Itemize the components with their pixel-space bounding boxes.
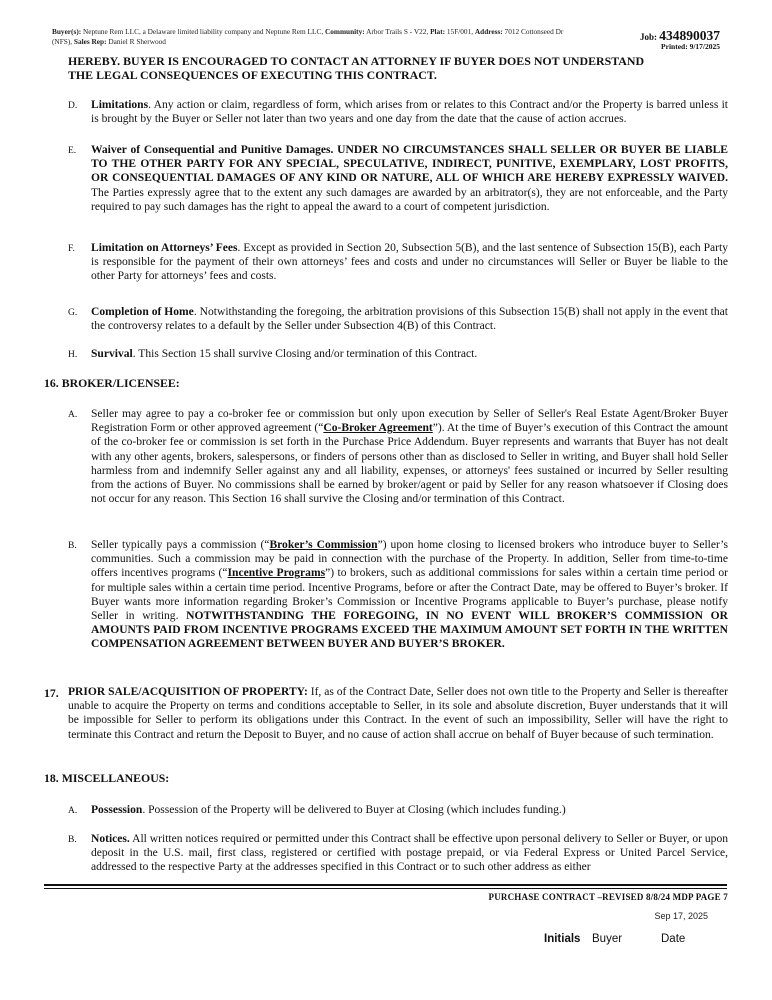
clause-title: Possession xyxy=(91,804,143,816)
job-info xyxy=(640,28,720,51)
clause-bold-text: . UNDER NO CIRCUMSTANCES SHALL SELLER OR BUYER BE LIABLE TO THE OTHER PARTY FOR ANY SPECIAL, SPECULATIVE, INDIRECT, PUNITIVE, EXEMPLARY, LOST PROFITS, OR CONSEQUENTIAL DAMAGES OF ANY KIND OR NATURE, ALL OF WHICH ARE HEREBY EXPRESSLY WAIVED. xyxy=(91,144,728,185)
clause-text: ”) upon home closing to licensed brokers who introduce buyer to Seller’s communities. Such a commission may be paid in connection with the purchase of the Property. In addition, Seller from time-to-time offers incentives programs (“ xyxy=(91,539,728,580)
clause-text: All written notices required or permitted under this Contract shall be effective upon personal delivery to Seller or Buyer, or upon deposit in the U.S. mail, first class, registered or certified with postage prepaid, or via Federal Express or United Parcel Service, addressed to the respective Party at the addresses specified in this Contract or to such other address as either xyxy=(91,833,728,874)
item-letter-h: H. xyxy=(68,350,78,360)
plat-value: 15F/001, xyxy=(446,27,474,36)
clause-waiver-damages xyxy=(91,143,728,214)
clause-title: Limitations xyxy=(91,99,149,111)
defined-term-broker-commission: Broker’s Commission xyxy=(269,539,378,551)
job-label: Job: xyxy=(639,32,657,42)
item-letter-e: E. xyxy=(68,146,77,156)
footer-rule-thick xyxy=(44,884,727,886)
buyer-value: Neptune Rem LLC, a Delaware limited liability company and Neptune Rem LLC, xyxy=(83,27,324,36)
clause-text: ”). At the time of Buyer’s execution of this Contract the amount of the co-broker fee or commission is set forth in the Purchase Price Addendum. Buyer represents and warrants that Buyer has not dealt with any other agents, brokers, salespersons, or finders of persons other than as disclosed to Seller in writing, and Buyer shall hold Seller harmless from and indemnify Seller against any and all liability, expenses, or attorneys' fees sustained or incurred by Seller resulting from the actions of Buyer. No commissions shall be earned by broker/agent or paid by Seller for any reason whatsoever if Closing does not occur for any reason. This Section 16 shall survive the Closing and/or termination of this Contract. xyxy=(91,422,728,506)
clause-text: If, as of the Contract Date, Seller does not own title to the Property and Seller is thereafter unable to acquire the Property on terms and conditions acceptable to Seller, in its sole and absolute discretion, Buyer understands that it will be impossible for Seller to perform its obligations under this Contract. In the event of such an impossibility, Seller will have the right to terminate this Contract and return the Deposit to Buyer, and no cause of action shall accrue on behalf of Buyer because of such termination. xyxy=(68,686,728,741)
intro-line-1: HEREBY. BUYER IS ENCOURAGED TO CONTACT AN ATTORNEY IF BUYER DOES NOT UNDERSTAND xyxy=(68,54,645,68)
section-17-heading: PRIOR SALE/ACQUISITION OF PROPERTY: xyxy=(68,686,308,698)
clause-title: Limitation on Attorneys’ Fees xyxy=(91,242,238,254)
nfs-label: (NFS), xyxy=(52,37,73,46)
section-16-heading: 16. BROKER/LICENSEE: xyxy=(44,376,180,390)
clause-title: Survival xyxy=(91,348,133,360)
defined-term-incentive-programs: Incentive Programs xyxy=(227,567,326,580)
clause-text: . Any action or claim, regardless of form, which arises from or relates to this Contract and/or the Property is barred unless it is brought by the Buyer or Seller not later than two years and one day from the date that the cause of action accrues. xyxy=(91,99,728,126)
clause-title: Waiver of Consequential and Punitive Damages xyxy=(91,144,331,156)
sales-rep-label: Sales Rep: xyxy=(73,37,107,46)
clause-completion-of-home xyxy=(91,305,728,333)
section-18-heading: 18. MISCELLANEOUS: xyxy=(44,771,170,785)
clause-notices xyxy=(91,832,728,875)
clause-bold-text: NOTWITHSTANDING THE FOREGOING, IN NO EVENT WILL BROKER’S COMMISSION OR AMOUNTS PAID FROM INCENTIVE PROGRAMS EXCEED THE MAXIMUM AMOUNT SET FORTH IN THE WRITTEN COMPENSATION AGREEMENT BETWEEN BUYER AND BUYER’S BROKER. xyxy=(91,610,728,651)
header-info xyxy=(52,27,642,47)
job-number: 434890037 xyxy=(659,28,720,43)
clause-text: . This Section 15 shall survive Closing and/or termination of this Contract. xyxy=(132,348,478,360)
clause-survival xyxy=(91,347,728,361)
intro-paragraph xyxy=(68,54,728,82)
item-letter-d: D. xyxy=(68,101,78,111)
item-letter-16b: B. xyxy=(68,541,77,551)
defined-term-co-broker: Co-Broker Agreement xyxy=(323,422,433,435)
clause-title: Notices. xyxy=(91,833,130,845)
clause-text: ”) to brokers, such as additional commissions for sales within a certain time period or for multiple sales within a certain time period. Incentive Programs, before or after the Contract Date, may be offered to Buyer’s broker. If Buyer wants more information regarding Broker’s Commission or Incentive Programs applicable to Buyer’s purchase, please notify Seller in writing. xyxy=(91,567,728,623)
clause-text: Seller may agree to pay a co-broker fee or commission but only upon execution by Seller of Seller's Real Estate Agent/Broker Buyer Registration Form or other approved agreement (“ xyxy=(91,408,728,435)
initials-label: Initials xyxy=(544,933,581,945)
item-letter-18b: B. xyxy=(68,835,77,845)
item-letter-g: G. xyxy=(68,308,78,318)
footer-version: PURCHASE CONTRACT –REVISED 8/8/24 MDP PAGE 7 xyxy=(488,892,728,902)
footer-date: Sep 17, 2025 xyxy=(654,911,708,921)
clause-limitations xyxy=(91,98,728,126)
clause-text: Seller typically pays a commission (“ xyxy=(91,539,270,551)
item-letter-16a: A. xyxy=(68,410,78,420)
intro-line-2: THE LEGAL CONSEQUENCES OF EXECUTING THIS CONTRACT. xyxy=(68,68,437,83)
address-value: 7012 Cottonseed Dr xyxy=(504,27,564,36)
clause-possession xyxy=(91,803,728,817)
clause-prior-sale xyxy=(68,685,728,742)
address-label: Address: xyxy=(474,27,503,36)
clause-attorney-fees xyxy=(91,241,728,284)
community-value: Arbor Trails S - V22, xyxy=(366,27,429,36)
plat-label: Plat: xyxy=(430,27,446,36)
initials-date-field[interactable]: Date xyxy=(661,933,686,945)
clause-text: The Parties expressly agree that to the extent any such damages are awarded by an arbitrator(s), they are not enforceable, and the Party required to pay such damages has the right to appeal the award to a court of competent jurisdiction. xyxy=(91,186,728,213)
clause-title: Completion of Home xyxy=(91,306,194,318)
printed-label: Printed: xyxy=(661,42,688,51)
initials-buyer-field[interactable]: Buyer xyxy=(592,933,623,945)
item-letter-18a: A. xyxy=(68,806,78,816)
printed-value: 9/17/2025 xyxy=(689,42,720,51)
clause-text: . Notwithstanding the foregoing, the arbitration provisions of this Subsection 15(B) shall not apply in the event that the controversy relates to a default by the Seller under Subsection 4(B) of this Contract. xyxy=(91,306,728,333)
section-17-number: 17. xyxy=(44,686,59,700)
sales-rep-value: Daniel R Sherwood xyxy=(108,37,166,46)
clause-broker-commission xyxy=(91,538,728,652)
buyer-label: Buyer(s): xyxy=(52,27,82,36)
community-label: Community: xyxy=(324,27,365,36)
clause-text: . Possession of the Property will be delivered to Buyer at Closing (which includes funding.) xyxy=(142,804,566,816)
footer-rule-thin xyxy=(44,888,727,889)
item-letter-f: F. xyxy=(68,244,75,254)
clause-text: . Except as provided in Section 20, Subsection 5(B), and the last sentence of Subsection 15(B), each Party is responsible for the payment of their own attorneys’ fees and costs and under no circumstances will Seller or Buyer be liable to the other Party for attorneys’ fees and costs. xyxy=(91,242,728,283)
clause-co-broker xyxy=(91,407,728,506)
